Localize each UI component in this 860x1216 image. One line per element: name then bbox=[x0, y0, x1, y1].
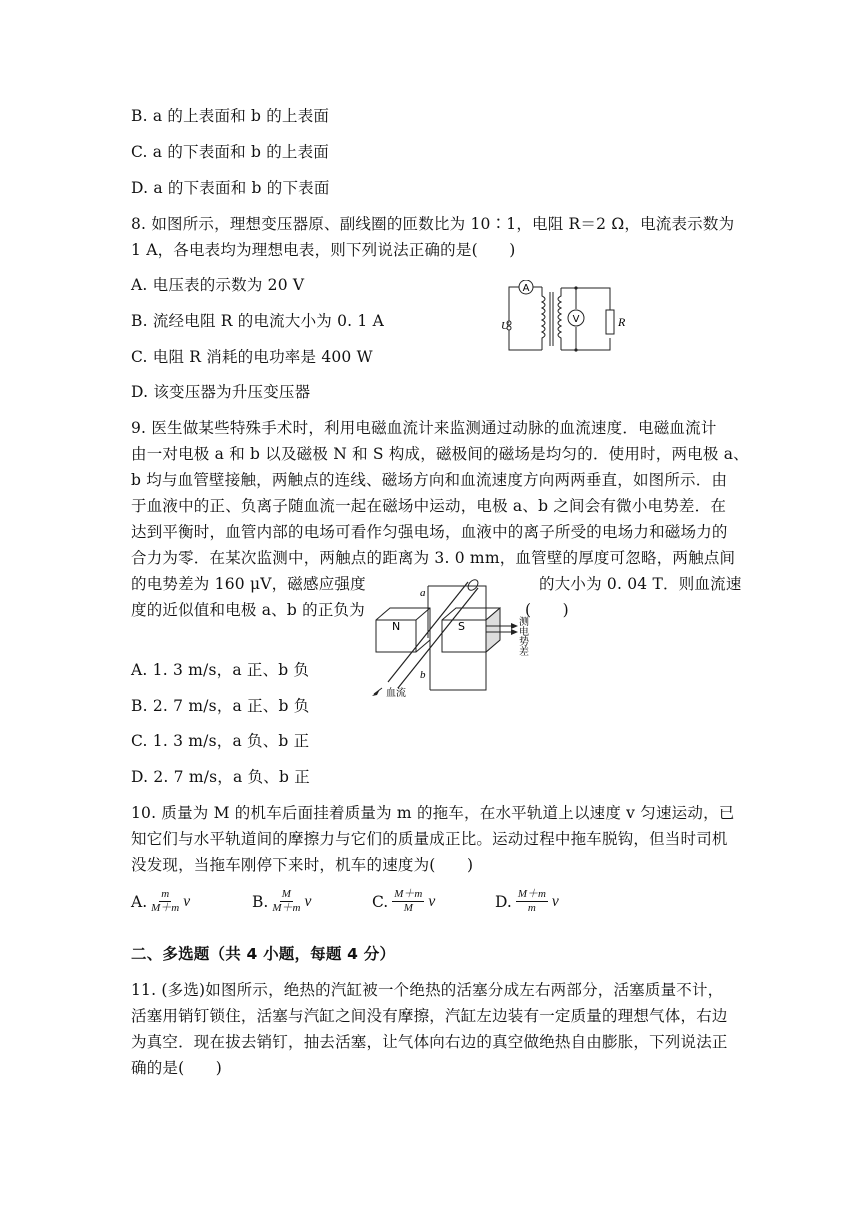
q11-stem-line3: 为真空．现在拔去销钉，抽去活塞，让气体向右边的真空做绝热自由膨胀，下列说法正 bbox=[131, 1033, 728, 1051]
q10-option-a-var: v bbox=[183, 892, 191, 910]
q11-stem-line2: 活塞用销钉锁住，活塞与汽缸之间没有摩擦，汽缸左边装有一定质量的理想气体，右边 bbox=[131, 1007, 728, 1025]
q8-transformer-figure bbox=[500, 280, 645, 355]
q10-option-a-fraction: $\frac{m}{M+m}$ bbox=[151, 888, 180, 914]
section-2-heading: 二、多选题（共 4 小题，每题 4 分） bbox=[131, 945, 396, 963]
q10-option-c-var: v bbox=[428, 892, 436, 910]
q9-option-b: B. 2. 7 m/s，a 正、b 负 bbox=[131, 697, 310, 715]
q9-stem-line2: 由一对电极 a 和 b 以及磁极 N 和 S 构成，磁极间的磁场是均匀的．使用时，两电极 a、 bbox=[131, 445, 749, 463]
q10-stem-line1: 10. 质量为 M 的机车后面挂着质量为 m 的拖车，在水平轨道上以速度 v 匀速运动，已 bbox=[131, 804, 735, 822]
q10-option-a bbox=[131, 888, 190, 915]
q10-option-d-var: v bbox=[551, 892, 559, 910]
q9-stem-line7b: 的大小为 0. 04 T．则血流速 bbox=[539, 575, 742, 593]
q10-stem-line3: 没发现，当拖车刚停下来时，机车的速度为( ) bbox=[131, 856, 474, 874]
q10-option-a-letter: A. bbox=[131, 892, 148, 911]
resistor-label: R bbox=[618, 315, 626, 329]
q9-stem-line5: 达到平衡时，血管内部的电场可看作匀强电场，血液中的离子所受的电场力和磁场力的 bbox=[131, 523, 728, 541]
electrode-b-label: b bbox=[420, 669, 426, 681]
q8-option-b: B. 流经电阻 R 的电流大小为 0. 1 A bbox=[131, 312, 384, 330]
q10-option-d-letter: D. bbox=[495, 892, 512, 911]
q9-stem-line6: 合力为零．在某次监测中，两触点的距离为 3. 0 mm，血管壁的厚度可忽略，两触点间 bbox=[131, 549, 736, 567]
q10-option-c-fraction: $\frac{M+m}{M}$ bbox=[394, 888, 423, 914]
q11-stem-line4: 确的是( ) bbox=[131, 1059, 222, 1077]
voltmeter-label: V bbox=[572, 314, 580, 325]
q10-option-b-letter: B. bbox=[252, 892, 269, 911]
measure-voltage-label: 测电势差 bbox=[516, 616, 528, 656]
q10-option-b bbox=[252, 888, 311, 915]
q10-option-d bbox=[495, 888, 559, 915]
blood-flow-label: 血流 bbox=[386, 688, 406, 699]
q8-stem-line2: 1 A，各电表均为理想电表，则下列说法正确的是( ) bbox=[131, 241, 516, 259]
q9-flowmeter-figure bbox=[368, 578, 540, 700]
q7-option-b: B. a 的上表面和 b 的上表面 bbox=[131, 107, 330, 125]
q9-option-c: C. 1. 3 m/s，a 负、b 正 bbox=[131, 732, 310, 750]
magnet-n-label: N bbox=[392, 620, 401, 633]
q11-stem-line1: 11. (多选)如图所示，绝热的汽缸被一个绝热的活塞分成左右两部分，活塞质量不计， bbox=[131, 981, 724, 999]
magnet-s-label: S bbox=[458, 620, 465, 633]
q9-stem-line1: 9. 医生做某些特殊手术时，利用电磁血流计来监测通过动脉的血流速度．电磁血流计 bbox=[131, 419, 717, 437]
q8-option-a: A. 电压表的示数为 20 V bbox=[131, 276, 305, 294]
q9-option-d: D. 2. 7 m/s，a 负、b 正 bbox=[131, 768, 310, 786]
source-label: U bbox=[501, 320, 509, 332]
q10-option-c bbox=[372, 888, 435, 915]
q10-stem-line2: 知它们与水平轨道间的摩擦力与它们的质量成正比。运动过程中拖车脱钩，但当时司机 bbox=[131, 830, 728, 848]
q9-stem-line8a: 度的近似值和电极 a、b 的正负为 bbox=[131, 601, 365, 619]
q8-stem-line1: 8. 如图所示，理想变压器原、副线圈的匝数比为 10∶1，电阻 R＝2 Ω，电流表示数为 bbox=[131, 215, 735, 233]
q7-option-c: C. a 的下表面和 b 的上表面 bbox=[131, 143, 330, 161]
q10-option-b-var: v bbox=[304, 892, 312, 910]
q9-stem-line3: b 均与血管壁接触，两触点的连线、磁场方向和血流速度方向两两垂直，如图所示．由 bbox=[131, 471, 728, 489]
q10-option-c-letter: C. bbox=[372, 892, 389, 911]
q9-option-a: A. 1. 3 m/s，a 正、b 负 bbox=[131, 661, 310, 679]
q10-option-b-fraction: $\frac{M}{M+m}$ bbox=[272, 888, 301, 914]
q8-option-c: C. 电阻 R 消耗的电功率是 400 W bbox=[131, 348, 373, 366]
q7-option-d: D. a 的下表面和 b 的下表面 bbox=[131, 179, 330, 197]
electrode-a-label: a bbox=[420, 587, 426, 599]
q8-option-d: D. 该变压器为升压变压器 bbox=[131, 383, 311, 401]
q9-stem-line7a: 的电势差为 160 μV，磁感应强度 bbox=[131, 575, 366, 593]
q10-option-d-fraction: $\frac{M+m}{m}$ bbox=[517, 888, 546, 914]
q9-stem-line8b: ( ) bbox=[525, 601, 569, 619]
ammeter-label: A bbox=[522, 283, 530, 294]
q9-stem-line4: 于血液中的正、负离子随血流一起在磁场中运动，电极 a、b 之间会有微小电势差．在 bbox=[131, 497, 727, 515]
